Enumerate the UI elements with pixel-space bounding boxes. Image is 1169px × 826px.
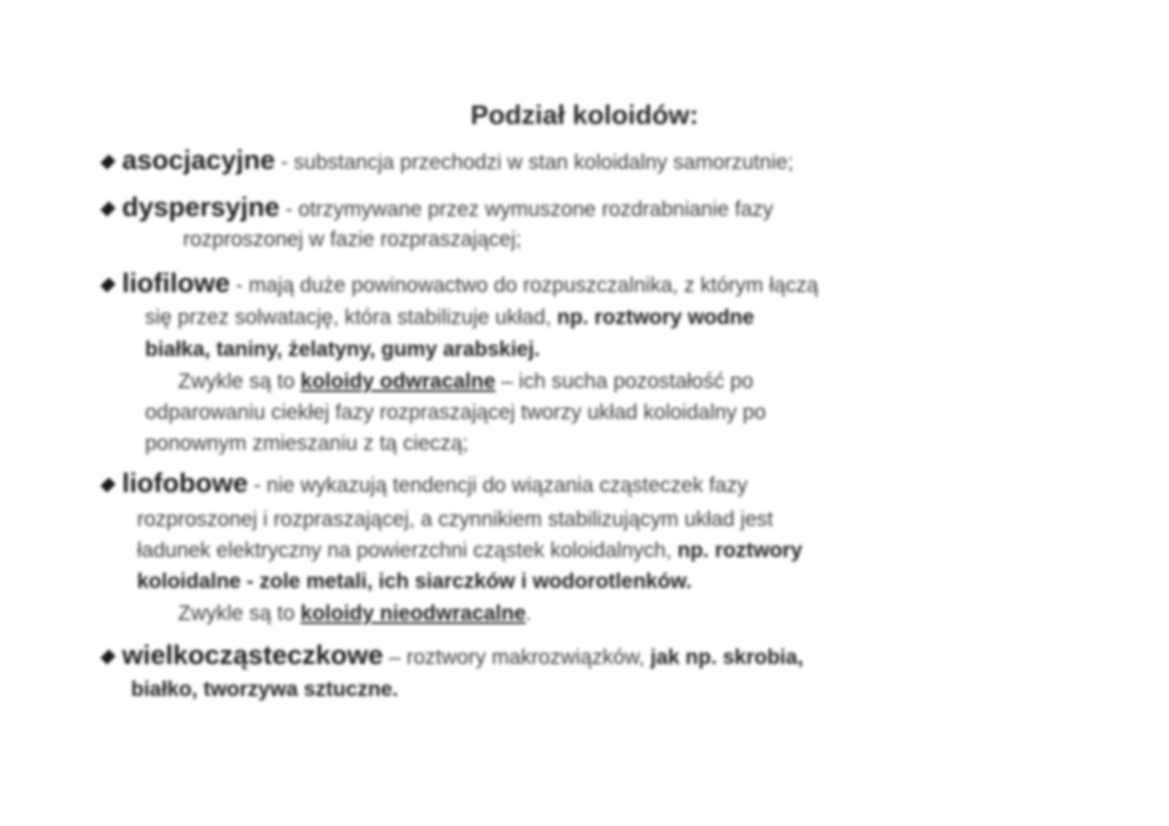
example-text: białko, tworzywa sztuczne. (131, 678, 399, 701)
definition-continuation (145, 338, 540, 362)
page-title: Podział koloidów: (470, 100, 699, 130)
example-text: białka, taniny, żelatyny, gumy arabskiej. (145, 338, 540, 361)
definition-continuation: ponownym zmieszaniu z tą cieczą; (145, 432, 469, 455)
definition-text: otrzymywane przez wymuszone rozdrabnianie fazy (298, 198, 774, 221)
definition-continuation: się przez solwatację, która stabilizuje układ, np. roztwory wodne (145, 306, 755, 329)
diamond-bullet-icon (100, 154, 115, 169)
term-label: asocjacyjne (122, 145, 276, 175)
definition-continuation: ładunek elektryczny na powierzchni cząstek koloidalnych, np. roztwory (137, 539, 803, 562)
diamond-bullet-icon (100, 649, 115, 664)
definition-continuation (131, 678, 398, 702)
definition-continuation: rozproszonej w fazie rozpraszającej; (183, 228, 522, 251)
definition-continuation: rozproszonej i rozpraszającej, a czynnikiem stabilizującym układ jest (137, 508, 774, 531)
definition-continuation: odparowaniu ciekłej fazy rozpraszającej tworzy układ koloidalny po (145, 401, 766, 424)
list-item-asocjacyjne: asocjacyjne - substancja przechodzi w stan koloidalny samorzutnie; (100, 145, 793, 176)
diamond-bullet-icon (100, 201, 115, 216)
term-label: liofobowe (122, 468, 248, 498)
diamond-bullet-icon (100, 477, 115, 492)
key-term-underlined: koloidy nieodwracalne (300, 602, 526, 625)
list-item-liofilowe: liofilowe - mają duże powinowactwo do rozpuszczalnika, z którym łączą (100, 268, 818, 299)
example-text: np. roztwory wodne (557, 306, 755, 329)
definition-text: mają duże powinowactwo do rozpuszczalnika, z którym łączą (248, 274, 819, 297)
definition-text: roztwory makrozwiązków, (406, 646, 651, 669)
definition-continuation: Zwykle są to koloidy nieodwracalne. (178, 602, 532, 625)
term-label: wielkocząsteczkowe (122, 640, 384, 670)
list-item-wielkoczasteczkowe: wielkocząsteczkowe – roztwory makrozwiązków, jak np. skrobia, (100, 640, 803, 671)
example-text: np. roztwory (677, 539, 803, 562)
definition-text: nie wykazują tendencji do wiązania cząsteczek fazy (266, 474, 748, 497)
term-label: liofilowe (122, 268, 230, 298)
list-item-dyspersyjne: dyspersyjne - otrzymywane przez wymuszone rozdrabnianie fazy (100, 192, 773, 223)
definition-continuation: Zwykle są to koloidy odwracalne – ich sucha pozostałość po (178, 370, 754, 393)
example-text: jak np. skrobia, (650, 646, 804, 669)
term-label: dyspersyjne (122, 192, 280, 222)
key-term-underlined: koloidy odwracalne (300, 370, 496, 393)
definition-continuation (137, 570, 692, 594)
diamond-bullet-icon (100, 277, 115, 292)
definition-text: substancja przechodzi w stan koloidalny samorzutnie; (293, 151, 794, 174)
list-item-liofobowe: liofobowe - nie wykazują tendencji do wiązania cząsteczek fazy (100, 468, 748, 499)
example-text: koloidalne - zole metali, ich siarczków i wodorotlenków. (137, 570, 692, 593)
